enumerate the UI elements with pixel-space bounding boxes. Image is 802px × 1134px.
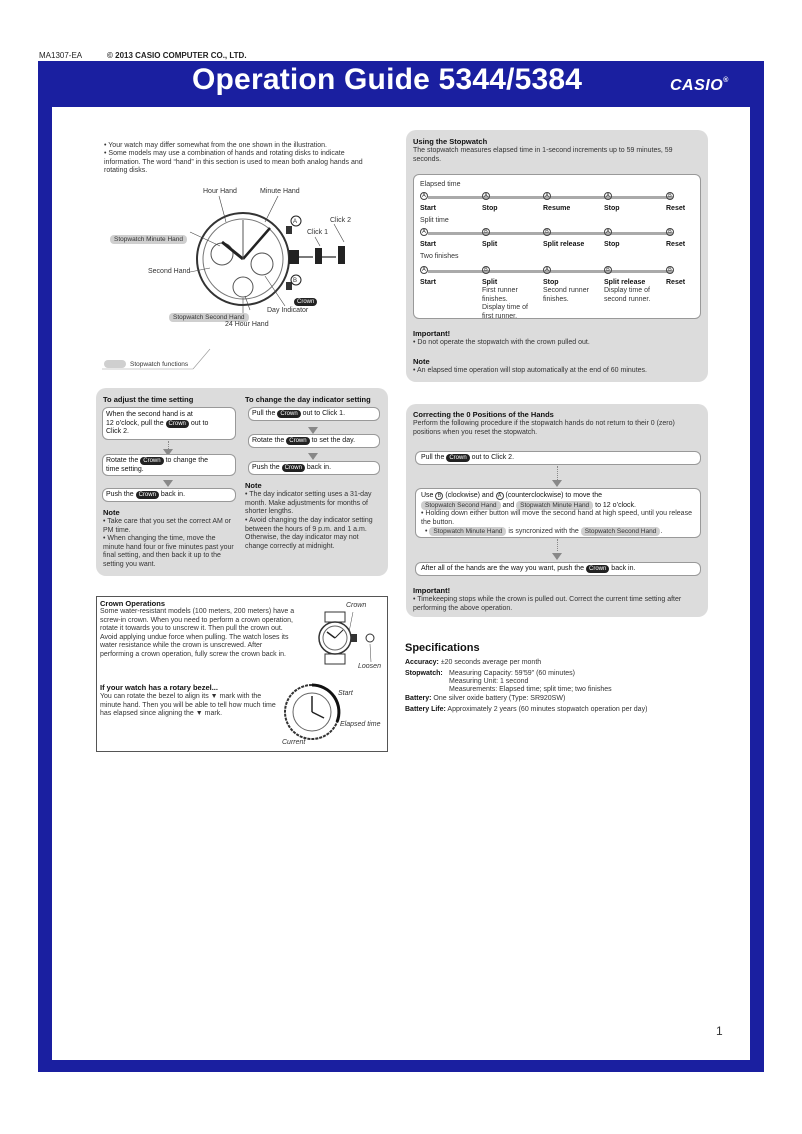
crown-illustration bbox=[313, 604, 385, 672]
label-day-indicator: Day Indicator bbox=[267, 307, 309, 314]
btn-b: B bbox=[482, 266, 490, 275]
label-stopwatch-second-hand: Stopwatch Second Hand bbox=[169, 306, 249, 324]
bezel-illustration bbox=[282, 682, 344, 742]
op-reset: Reset bbox=[666, 205, 686, 212]
spec-stopwatch-2: Measuring Unit: 1 second bbox=[449, 678, 529, 685]
btn-a: A bbox=[604, 228, 612, 237]
crown-ops-text: Some water-resistant models (100 meters, 200 meters) have a screw-in crown. When you need to perform a crown operation, rotate it towards you to unscrew it. Then pull the crown out. Avoid applying undue force when pulling. The watch loses its water resistance while the crown is unscrewed. After performing a crown operation, fully screw the crown back in. bbox=[100, 608, 295, 658]
op-split-release: Split release bbox=[543, 241, 585, 248]
loosen-label: Loosen bbox=[358, 663, 381, 670]
correcting-title: Correcting the 0 Positions of the Hands bbox=[413, 410, 554, 419]
adjust-step-2-text: Rotate the Crown to change the time setting. bbox=[106, 457, 208, 473]
crown-illus-label: Crown bbox=[346, 602, 367, 609]
btn-a: A bbox=[482, 192, 490, 201]
label-minute-hand: Minute Hand bbox=[260, 188, 300, 195]
row-two-title: Two finishes bbox=[420, 253, 459, 260]
first-runner-note: First runner finishes. Display time of first runner. bbox=[482, 287, 528, 320]
stopwatch-note-title: Note bbox=[413, 357, 430, 366]
crown-ops-title: Crown Operations bbox=[100, 599, 166, 608]
btn-a: A bbox=[543, 192, 551, 201]
bezel-title: If your watch has a rotary bezel... bbox=[100, 683, 218, 692]
document-code: MA1307-EA bbox=[39, 51, 83, 60]
stopwatch-title: Using the Stopwatch bbox=[413, 137, 488, 146]
btn-a: A bbox=[604, 192, 612, 201]
day-note-title: Note bbox=[245, 481, 262, 490]
label-click-2: Click 2 bbox=[330, 217, 352, 224]
page-title: Operation Guide 5344/5384 bbox=[192, 63, 583, 96]
row-elapsed-title: Elapsed time bbox=[420, 181, 461, 188]
adjust-step-3-text: Push the Crown back in. bbox=[106, 491, 186, 498]
legend-label: Stopwatch functions bbox=[130, 361, 189, 368]
btn-b: B bbox=[666, 266, 674, 275]
arrow-d1 bbox=[308, 427, 318, 434]
adjust-note-1: • Take care that you set the correct AM or PM time. bbox=[103, 518, 232, 534]
op-stop: Stop bbox=[604, 205, 620, 212]
stopwatch-important-title: Important! bbox=[413, 329, 451, 338]
day-title: To change the day indicator setting bbox=[245, 395, 371, 404]
day-note-2: • Avoid changing the day indicator setting between the hours of 9 p.m. and 1 a.m. Otherwise, the day indicator may not change correctly at midnight. bbox=[245, 517, 373, 550]
stopwatch-important-1: • Do not operate the stopwatch with the crown pulled out. bbox=[413, 339, 590, 346]
adjust-note-2: • When changing the time, move the minute hand four or five minutes past your final setting, and then back it up to the setting you want. bbox=[103, 535, 234, 568]
op-stop: Stop bbox=[604, 241, 620, 248]
spec-battery: Battery: One silver oxide battery (Type: SR920SW) bbox=[405, 695, 566, 702]
op-split: Split bbox=[482, 241, 498, 248]
correct-important-title: Important! bbox=[413, 586, 451, 595]
spec-stopwatch-3: Measurements: Elapsed time; split time; two finishes bbox=[449, 686, 612, 693]
arrow-d2 bbox=[308, 453, 318, 460]
btn-b: B bbox=[482, 228, 490, 237]
op-resume: Resume bbox=[543, 205, 571, 212]
op-start: Start bbox=[420, 205, 436, 212]
row-split-title: Split time bbox=[420, 217, 449, 224]
spec-stopwatch-1: Measuring Capacity: 59'59" (60 minutes) bbox=[449, 670, 575, 677]
day-step-2-text: Rotate the Crown to set the day. bbox=[252, 437, 356, 444]
adjust-note-title: Note bbox=[103, 508, 120, 517]
correct-step-1-text: Pull the Crown out to Click 2. bbox=[421, 454, 515, 461]
dash-c2 bbox=[557, 539, 558, 551]
btn-a: A bbox=[420, 192, 428, 201]
label-hour-hand: Hour Hand bbox=[203, 188, 237, 195]
op-split: Split bbox=[482, 279, 498, 286]
btn-b: B bbox=[666, 228, 674, 237]
spec-battery-life: Battery Life: Approximately 2 years (60 minutes stopwatch operation per day) bbox=[405, 706, 648, 713]
arrow-c2 bbox=[552, 553, 562, 560]
arrow-c1 bbox=[552, 480, 562, 487]
label-stopwatch-minute-hand: Stopwatch Minute Hand bbox=[110, 228, 187, 246]
label-second-hand: Second Hand bbox=[148, 268, 191, 275]
stopwatch-note-1: • An elapsed time operation will stop automatically at the end of 60 minutes. bbox=[413, 367, 647, 374]
spec-stopwatch-label: Stopwatch: bbox=[405, 670, 443, 677]
elapsed-label: Elapsed time bbox=[340, 721, 381, 728]
intro-bullet-1: • Your watch may differ somewhat from the one shown in the illustration. bbox=[104, 142, 327, 149]
op-stop: Stop bbox=[543, 279, 559, 286]
casio-logo: CASIO® bbox=[670, 77, 729, 94]
dash-c1 bbox=[557, 466, 558, 480]
btn-a: A bbox=[420, 228, 428, 237]
day-note-1: • The day indicator setting uses a 31-day month. Make adjustments for months of shorter lengths. bbox=[245, 491, 372, 515]
spec-accuracy: Accuracy: ±20 seconds average per month bbox=[405, 659, 542, 666]
label-24-hour-hand: 24 Hour Hand bbox=[225, 321, 269, 328]
button-b-label: B bbox=[293, 278, 298, 284]
correct-step-2-sync: • Stopwatch Minute Hand is syncronized with the Stopwatch Second Hand . bbox=[425, 528, 663, 535]
op-split-release: Split release bbox=[604, 279, 646, 286]
adjust-step-1-text: When the second hand is at 12 o’clock, pull the Crown out to Click 2. bbox=[106, 411, 209, 435]
label-crown: Crown bbox=[294, 290, 317, 308]
btn-b: B bbox=[604, 266, 612, 275]
correct-important-1: • Timekeeping stops while the crown is pulled out. Correct the current time setting after performing the above operation. bbox=[413, 596, 682, 612]
legend-line bbox=[102, 348, 212, 370]
current-label: Current bbox=[282, 739, 306, 746]
correct-step-2-text: Use B (clockwise) and A (counterclockwise) to move the Stopwatch Second Hand and Stopwatch Minute Hand to 12 o’clock. bbox=[421, 492, 636, 509]
btn-b: B bbox=[543, 228, 551, 237]
btn-a: A bbox=[543, 266, 551, 275]
btn-a: A bbox=[420, 266, 428, 275]
correct-step-3-text: After all of the hands are the way you want, push the Crown back in. bbox=[421, 565, 636, 572]
start-label: Start bbox=[338, 690, 353, 697]
stopwatch-desc: The stopwatch measures elapsed time in 1-second increments up to 59 minutes, 59 seconds. bbox=[413, 147, 673, 163]
day-step-1-text: Pull the Crown out to Click 1. bbox=[252, 410, 346, 417]
op-start: Start bbox=[420, 241, 436, 248]
specs-title: Specifications bbox=[405, 642, 480, 654]
correcting-desc: Perform the following procedure if the stopwatch hands do not return to their 0 (zero) positions when you reset the stopwatch. bbox=[413, 420, 675, 436]
intro-bullet-2: • Some models may use a combination of hands and rotating disks to indicate information. The word “hand” in this section is used to mean both analog hands and rotating disks. bbox=[104, 150, 363, 174]
display-second-note: Display time of second runner. bbox=[604, 287, 651, 303]
button-a-label: A bbox=[293, 219, 298, 225]
arrow-a2 bbox=[163, 480, 173, 487]
adjust-title: To adjust the time setting bbox=[103, 395, 194, 404]
btn-b: B bbox=[666, 192, 674, 201]
second-runner-note: Second runner finishes. bbox=[543, 287, 589, 303]
label-click-1: Click 1 bbox=[307, 229, 329, 236]
op-stop: Stop bbox=[482, 205, 498, 212]
op-reset: Reset bbox=[666, 279, 686, 286]
day-step-3-text: Push the Crown back in. bbox=[252, 464, 332, 471]
bezel-text: You can rotate the bezel to align its ▼ mark with the minute hand. Then you will be able to tell how much time has elapsed since aligning the ▼ mark. bbox=[100, 693, 276, 717]
page-number: 1 bbox=[716, 1024, 723, 1038]
op-reset: Reset bbox=[666, 241, 686, 248]
copyright: © 2013 CASIO COMPUTER CO., LTD. bbox=[107, 51, 247, 60]
correct-step-2-bullet: • Holding down either button will move the second hand at high speed, until you release the button. bbox=[421, 510, 692, 526]
op-start: Start bbox=[420, 279, 436, 286]
